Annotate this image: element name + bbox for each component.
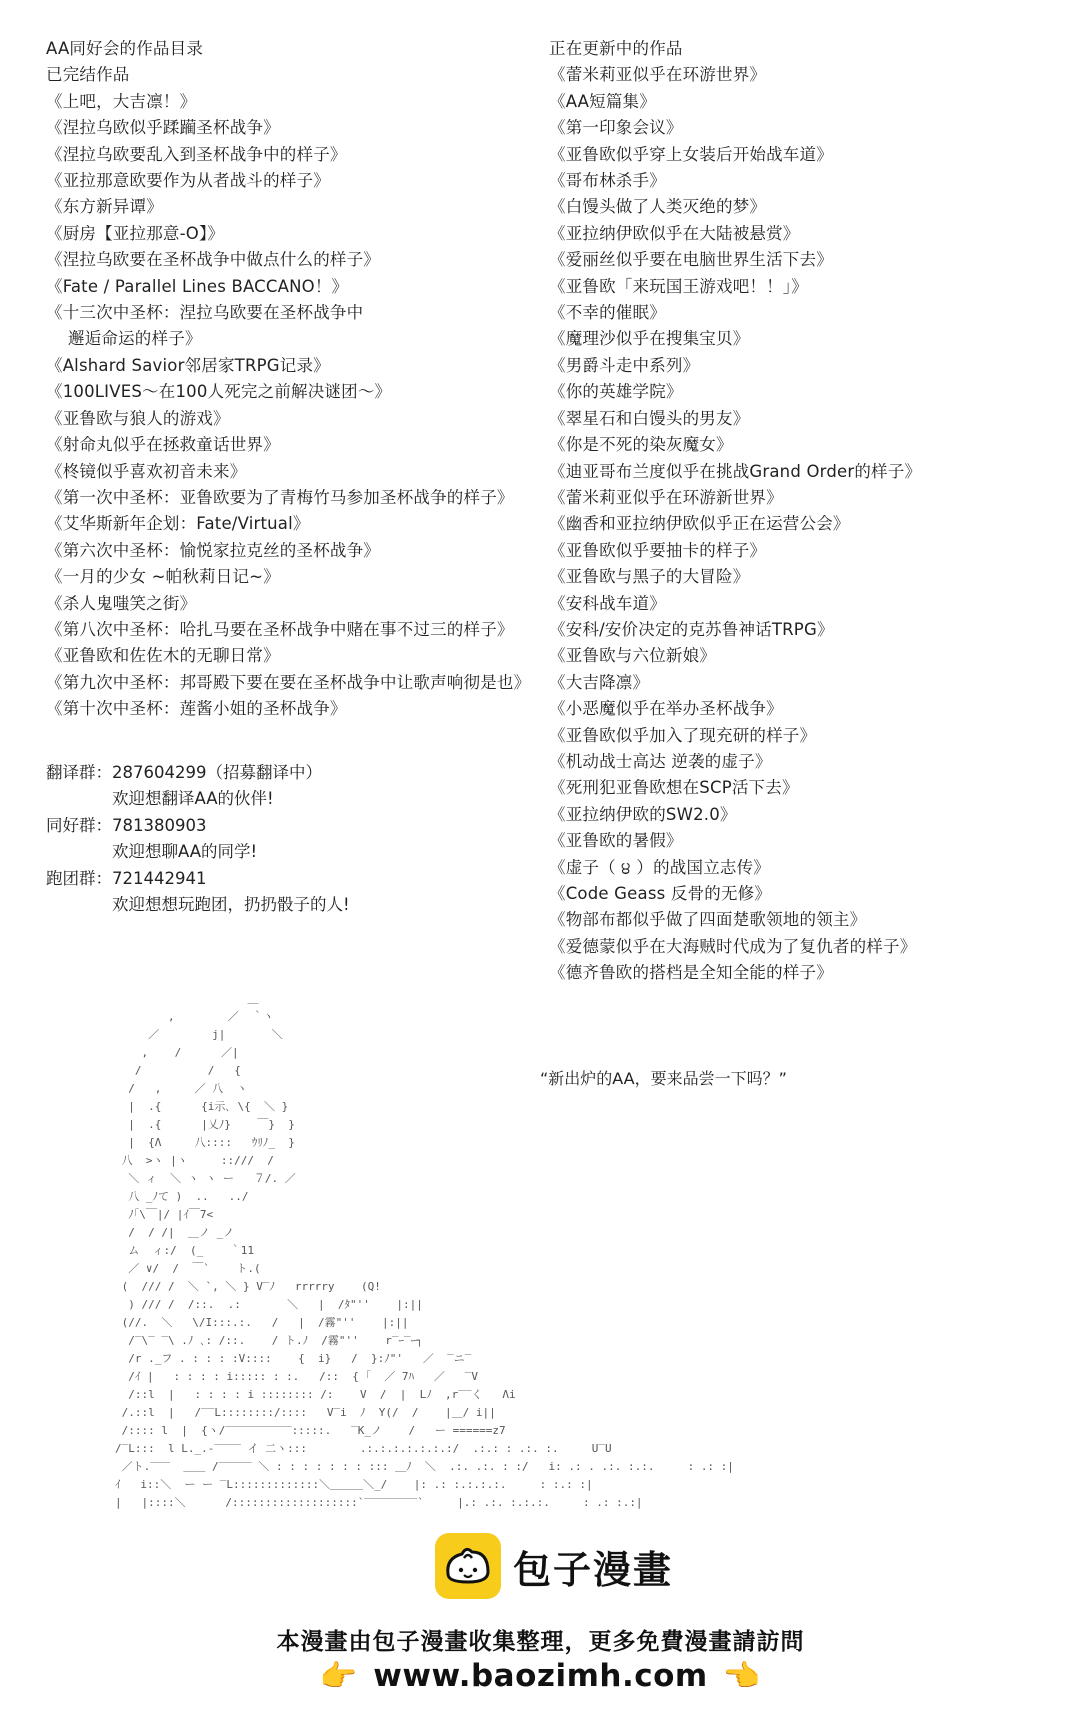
list-item: 《白馒头做了人类灭绝的梦》 (549, 197, 767, 217)
list-item: 《你的英雄学院》 (549, 382, 683, 402)
list-item: 《虚子（ ੪ ）的战国立志传》 (549, 857, 770, 877)
list-item: 《第八次中圣杯：哈扎马要在圣杯战争中赌在事不过三的样子》 (46, 619, 514, 639)
list-item: 《幽香和亚拉纳伊欧似乎正在运营公会》 (549, 514, 850, 534)
list-item: 《杀人鬼嗤笑之街》 (46, 593, 197, 613)
list-item: 《上吧，大吉凛！》 (46, 91, 197, 111)
list-item: 《Alshard Savior邻居家TRPG记录》 (46, 355, 330, 375)
bun-logo-icon (435, 1533, 501, 1599)
list-item: 《厨房【亚拉那意-O】》 (46, 223, 225, 243)
run-group-note: 欢迎想想玩跑团，扔扔骰子的人! (112, 895, 350, 915)
list-item: 《涅拉乌欧要在圣杯战争中做点什么的样子》 (46, 250, 380, 270)
ongoing-works-column (549, 36, 921, 987)
list-item: 已完结作品 (46, 65, 130, 85)
list-item: 《男爵斗走中系列》 (549, 355, 700, 375)
list-item: 《亚拉纳伊欧似乎在大陆被悬赏》 (549, 223, 800, 243)
list-item: 《亚鲁欧似乎加入了现充研的样子》 (549, 725, 817, 745)
list-item: 《射命丸似乎在拯救童话世界》 (46, 435, 280, 455)
url-row (0, 1658, 1081, 1694)
list-item: 《大吉降凛》 (549, 672, 650, 692)
brand-logo[interactable] (435, 1533, 673, 1599)
list-item: 《亚拉那意欧要作为从者战斗的样子》 (46, 171, 330, 191)
list-item: 《十三次中圣杯：涅拉乌欧要在圣杯战争中 (46, 303, 364, 323)
list-item: 《死刑犯亚鲁欧想在SCP活下去》 (549, 778, 799, 798)
list-heading: AA同好会的作品目录 (46, 39, 204, 58)
list-item: 《不幸的催眠》 (549, 303, 666, 323)
footer-banner (0, 1525, 1081, 1695)
list-item: 《第六次中圣杯：愉悦家拉克丝的圣杯战争》 (46, 540, 380, 560)
list-item: 《第十次中圣杯：莲酱小姐的圣杯战争》 (46, 699, 347, 719)
list-item: 《东方新异谭》 (46, 197, 163, 217)
fan-group-value: 781380903 (112, 815, 207, 835)
list-item: 《安科战车道》 (549, 593, 666, 613)
list-item: 《第九次中圣杯：邦哥殿下要在要在圣杯战争中让歌声响彻是也》 (46, 672, 531, 692)
list-item: 《安科/安价决定的克苏鲁神话TRPG》 (549, 619, 834, 639)
pointing-hand-icon: 👉 (319, 1658, 358, 1694)
list-item: 《一月的少女 ~帕秋莉日记~》 (46, 567, 280, 587)
translate-group-value: 287604299（招募翻译中） (112, 763, 322, 782)
list-item: 《物部布都似乎做了四面楚歌领地的领主》 (549, 910, 867, 930)
list-item: 《你是不死的染灰魔女》 (549, 435, 733, 455)
list-item: 《哥布林杀手》 (549, 171, 666, 191)
list-item: 《亚鲁欧「来玩国王游戏吧！！」》 (549, 276, 808, 296)
list-item: 《机动战士高达 逆袭的虚子》 (549, 751, 772, 771)
ascii-art-illustration: ＿ , ／ ｀ヽ ／ j| ＼ , / ／| / / { / , ／ 八 ヽ | .{ {i示､ \{ ＼ } | .{ |乂ﾉ} ￣} } | {Λ 八:::: ｳﾘﾉ_ } 八 >ヽ |ヽ ::/// / ＼ ィ ＼ ヽ ヽ ー ７/. ／ 八 _ﾉて ) .. ../ ﾉ｢\￣|/ |ｲ￣7< / / /| ＿ノ _ノ ム ィ:/ (_ ｀11 ／ ∨/ / ￣` ト.( ( /// / ＼ `, ＼ } V‾ﾉ rrrrry (Q! ) /// / /::. .: ＼ | /ﾀ"'' |:|| (//. ＼ \/I:::.:. / | /霧"'' |:|| /‾\‾ ‾\ .ﾉ ､: /::. / ト.ﾉ /霧"'' r‾ｰ‾ｰ┐ /r ._フ . : : : :V:::: { i} / }:ﾉ"' ／ ‾ニ‾ /ｲ | : : : : i::::: : :. /:: { ｢ ／ 7ﾊ ／ ‾V /::l | : : : : i :::::::: /: V / | Lﾉ ,r‾‾く Λi /.::l | /‾‾L::::::::/:::: V‾i ﾉ Y(/ / |＿/ i|| /:::: l | {ヽ/‾‾‾‾‾‾‾‾‾‾:::::. ‾K_ノ / ー ======z7 /‾L::: l L._.-‾‾‾‾ イ 二ヽ::: .:.:.:.:.:.:.:/ .:.: : .:. :. U‾U ／ト.‾‾‾ ＿＿ /‾‾‾‾‾ ＼ : : : : : : : ::: ＿ﾉ ＼ .:. .:. : :/ i: .: . .:. :.:. : .: :| ｲ i::＼ ー ー ‾L:::::::::::::＼＿＿＿＼_/ |: .: :.:.:.:. : :.: :| | |::::＼ /:::::::::::::::::::`‾‾‾‾‾‾‾‾` |.: .:. :.:.:. : .: :.:| (115, 992, 734, 1509)
translate-group-row (46, 760, 350, 786)
list-item: 《100LIVES～在100人死完之前解决谜团～》 (46, 382, 392, 402)
list-item: 《德齐鲁欧的搭档是全知全能的样子》 (549, 963, 833, 983)
list-item: 《翠星石和白馒头的男友》 (549, 408, 750, 428)
run-group-label: 跑团群： (46, 868, 112, 888)
list-item: 《亚鲁欧与狼人的游戏》 (46, 408, 230, 428)
list-item: 邂逅命运的样子》 (68, 329, 202, 349)
list-item: 《亚鲁欧和佐佐木的无聊日常》 (46, 646, 280, 666)
list-item: 《Code Geass 反骨的无修》 (549, 884, 772, 903)
list-item: 《爱德蒙似乎在大海贼时代成为了复仇者的样子》 (549, 936, 917, 956)
list-item: 《亚鲁欧的暑假》 (549, 831, 683, 851)
speech-text: “新出炉的AA，要来品尝一下吗？” (540, 1069, 787, 1088)
fan-group-label: 同好群： (46, 815, 112, 835)
list-item: 《亚拉纳伊欧的SW2.0》 (549, 804, 737, 824)
list-item: 《爱丽丝似乎要在电脑世界生活下去》 (549, 250, 833, 270)
list-item: 《AA短篇集》 (549, 91, 656, 111)
list-item: 《Fate / Parallel Lines BACCANO！》 (46, 276, 349, 296)
list-item: 《涅拉乌欧要乱入到圣杯战争中的样子》 (46, 144, 347, 164)
run-group-row (46, 866, 350, 892)
group-info (46, 760, 350, 918)
list-item: 《魔理沙似乎在搜集宝贝》 (549, 329, 750, 349)
brand-name: 包子漫畫 (513, 1547, 674, 1592)
list-item: 《柊镜似乎喜欢初音未来》 (46, 461, 247, 481)
list-item: 《第一次中圣杯：亚鲁欧要为了青梅竹马参加圣杯战争的样子》 (46, 487, 514, 507)
list-item: 《艾华斯新年企划：Fate/Virtual》 (46, 514, 310, 534)
footer-notice: 本漫畫由包子漫畫收集整理，更多免費漫畫請訪問 (276, 1629, 805, 1655)
fan-group-note: 欢迎想聊AA的同学! (112, 842, 258, 862)
list-heading: 正在更新中的作品 (549, 39, 683, 58)
site-url-link[interactable]: www.baozimh.com (373, 1658, 708, 1694)
list-item: 《亚鲁欧与黑子的大冒险》 (549, 567, 750, 587)
list-item: 《第一印象会议》 (549, 118, 683, 138)
list-item: 《涅拉乌欧似乎蹂躏圣杯战争》 (46, 118, 280, 138)
translate-group-note: 欢迎想翻译AA的伙伴! (112, 789, 274, 809)
translate-group-label: 翻译群： (46, 763, 112, 782)
list-item: 《亚鲁欧似乎穿上女装后开始战车道》 (549, 144, 833, 164)
fan-group-row (46, 813, 350, 839)
list-item: 《小恶魔似乎在举办圣杯战争》 (549, 699, 783, 719)
list-item: 《蕾米莉亚似乎在环游新世界》 (549, 487, 783, 507)
list-item: 《亚鲁欧与六位新娘》 (549, 646, 716, 666)
run-group-value: 721442941 (112, 868, 207, 888)
list-item: 《蕾米莉亚似乎在环游世界》 (549, 65, 767, 85)
list-item: 《亚鲁欧似乎要抽卡的样子》 (549, 540, 767, 560)
pointing-hand-icon: 👉 (723, 1658, 762, 1694)
completed-works-column (46, 36, 530, 723)
list-item: 《迪亚哥布兰度似乎在挑战Grand Order的样子》 (549, 461, 922, 481)
